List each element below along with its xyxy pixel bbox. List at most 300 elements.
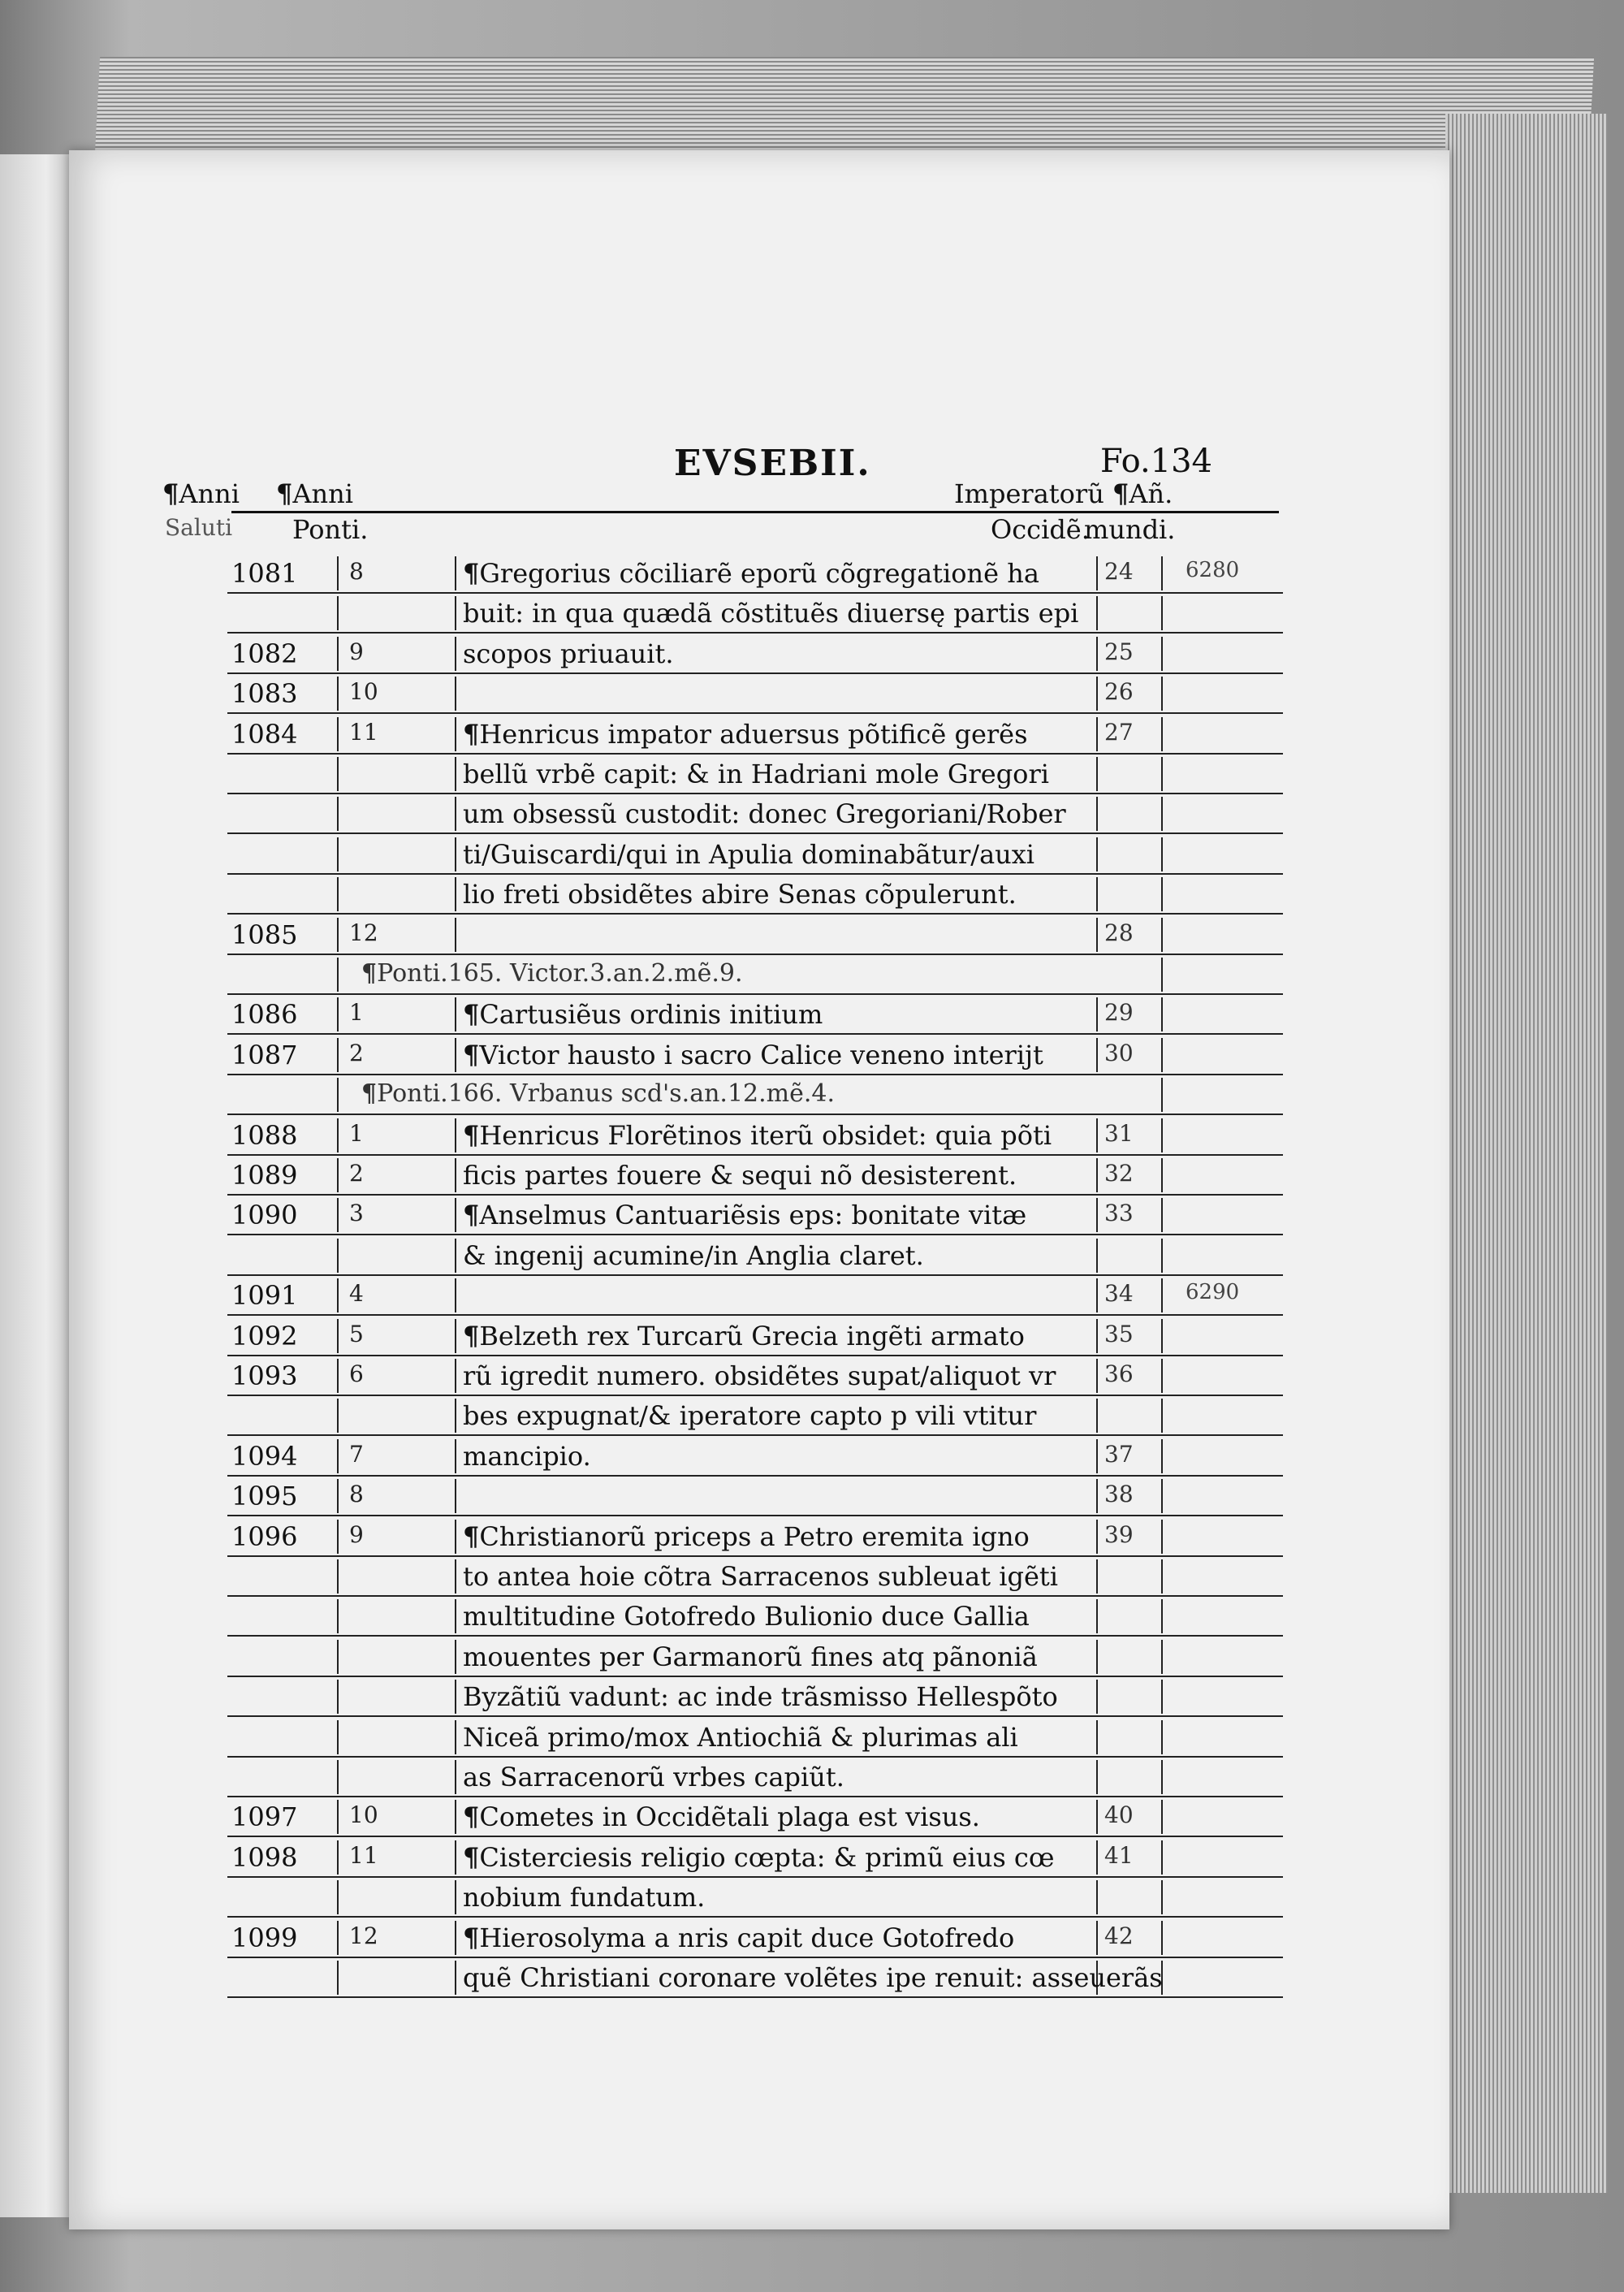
col-head-anni-ponti bbox=[276, 478, 353, 509]
column-rule bbox=[455, 1599, 456, 1633]
pilcrow-icon: ¶ bbox=[463, 1320, 480, 1351]
table-row bbox=[227, 1158, 1283, 1192]
pilcrow-icon: ¶ bbox=[463, 1841, 480, 1873]
year-anni-salutis: 1094 bbox=[231, 1440, 298, 1472]
entry-text bbox=[463, 1441, 591, 1472]
column-rule bbox=[337, 1760, 339, 1794]
column-rule bbox=[1096, 1760, 1098, 1794]
column-rule bbox=[1096, 1239, 1098, 1273]
year-mundi: 6290 bbox=[1186, 1280, 1240, 1305]
column-rule bbox=[455, 1359, 456, 1393]
column-rule bbox=[455, 1520, 456, 1554]
table-row bbox=[227, 677, 1283, 711]
entry-text-content: Belzeth rex Turcarũ Grecia ingẽti armato bbox=[479, 1320, 1025, 1351]
entry-text-content: lio freti obsidẽtes abire Senas cõpulerunt. bbox=[463, 879, 1017, 910]
table-row bbox=[227, 877, 1283, 911]
column-rule bbox=[337, 637, 339, 671]
column-rule bbox=[1161, 1680, 1163, 1714]
entry-text bbox=[463, 1360, 1056, 1391]
row-rule bbox=[227, 1957, 1283, 1958]
column-rule bbox=[337, 1158, 339, 1192]
col-head-saluti: Saluti bbox=[165, 514, 233, 541]
column-rule bbox=[1096, 997, 1098, 1031]
book-top-edge bbox=[95, 57, 1594, 154]
row-rule bbox=[227, 1475, 1283, 1477]
entry-text-content: Henricus impator aduersus põtificẽ gerẽs bbox=[479, 718, 1028, 750]
column-rule bbox=[337, 1599, 339, 1633]
column-rule bbox=[455, 1760, 456, 1794]
pilcrow-icon: ¶ bbox=[162, 478, 179, 509]
column-rule bbox=[455, 1278, 456, 1312]
year-imperatorum: 31 bbox=[1104, 1119, 1134, 1147]
year-pontificate: 1 bbox=[349, 999, 364, 1027]
column-rule bbox=[1161, 1118, 1163, 1152]
year-anni-salutis: 1091 bbox=[231, 1280, 298, 1312]
year-imperatorum: 39 bbox=[1104, 1520, 1134, 1548]
entry-text bbox=[463, 1040, 1043, 1070]
entry-text-content: Christianorũ priceps a Petro eremita igno bbox=[479, 1520, 1030, 1552]
table-row bbox=[227, 997, 1283, 1031]
entry-text-content: quẽ Christiani coronare volẽtes ipe renuit: asseuerãs bbox=[463, 1962, 1163, 1993]
row-rule bbox=[227, 873, 1283, 875]
column-rule bbox=[1096, 1599, 1098, 1633]
table-row bbox=[227, 1198, 1283, 1232]
pilcrow-icon: ¶ bbox=[463, 558, 480, 589]
year-pontificate: 12 bbox=[349, 1922, 378, 1949]
column-rule bbox=[1096, 1158, 1098, 1192]
table-row bbox=[227, 797, 1283, 831]
column-rule bbox=[455, 1118, 456, 1152]
column-rule bbox=[337, 1198, 339, 1232]
entry-text-content: Cartusiẽus ordinis initium bbox=[479, 999, 823, 1031]
column-rule bbox=[337, 677, 339, 711]
year-anni-salutis: 1090 bbox=[231, 1200, 298, 1231]
row-rule bbox=[227, 1434, 1283, 1436]
row-rule bbox=[227, 1756, 1283, 1758]
row-rule bbox=[227, 1355, 1283, 1356]
year-imperatorum: 25 bbox=[1104, 638, 1134, 665]
column-rule bbox=[1161, 596, 1163, 630]
column-rule bbox=[1096, 1319, 1098, 1353]
column-rule bbox=[1096, 757, 1098, 791]
col-head-imperatorum: Imperatorũ bbox=[954, 478, 1104, 509]
entry-text bbox=[463, 1722, 1018, 1753]
column-rule bbox=[1161, 1559, 1163, 1594]
table-row bbox=[227, 637, 1283, 671]
table-row bbox=[227, 837, 1283, 871]
column-rule bbox=[1161, 1239, 1163, 1273]
table-row bbox=[227, 958, 1283, 992]
column-rule bbox=[455, 596, 456, 630]
row-rule bbox=[227, 753, 1283, 755]
entry-text bbox=[463, 558, 1039, 589]
year-pontificate: 7 bbox=[349, 1440, 364, 1468]
column-rule bbox=[1161, 1640, 1163, 1674]
entry-text-content: buit: in qua quædã cõstituẽs diuersę partis epi bbox=[463, 598, 1079, 629]
row-rule bbox=[227, 1836, 1283, 1837]
year-anni-salutis: 1095 bbox=[231, 1481, 298, 1512]
column-rule bbox=[1096, 1479, 1098, 1513]
column-rule bbox=[337, 1359, 339, 1393]
column-rule bbox=[1161, 1921, 1163, 1955]
pontificate-heading bbox=[361, 1079, 835, 1108]
entry-text bbox=[463, 1962, 1163, 1993]
column-rule bbox=[337, 1921, 339, 1955]
year-anni-salutis: 1093 bbox=[231, 1360, 298, 1391]
column-rule bbox=[1096, 837, 1098, 871]
column-rule bbox=[337, 1640, 339, 1674]
year-imperatorum: 42 bbox=[1104, 1922, 1134, 1949]
table-row bbox=[227, 1439, 1283, 1473]
year-anni-salutis: 1084 bbox=[231, 718, 298, 750]
entry-text bbox=[463, 1842, 1054, 1873]
column-rule bbox=[337, 1961, 339, 1995]
column-rule bbox=[1161, 1800, 1163, 1834]
entry-text bbox=[463, 598, 1078, 629]
row-rule bbox=[227, 1715, 1283, 1717]
entry-text-content: Henricus Florẽtinos iterũ obsidet: quia põti bbox=[479, 1119, 1052, 1151]
row-rule bbox=[227, 1515, 1283, 1516]
column-rule bbox=[337, 757, 339, 791]
col-head-annus bbox=[1112, 478, 1173, 509]
entry-text bbox=[463, 1641, 1038, 1672]
year-anni-salutis: 1083 bbox=[231, 678, 298, 710]
pilcrow-icon: ¶ bbox=[361, 1079, 378, 1109]
table-row bbox=[227, 596, 1283, 630]
pilcrow-icon: ¶ bbox=[463, 1039, 480, 1070]
table-row bbox=[227, 556, 1283, 590]
entry-text-content: ti/Guiscardi/qui in Apulia dominabãtur/auxi bbox=[463, 838, 1035, 870]
row-rule bbox=[227, 1635, 1283, 1637]
row-rule bbox=[227, 1314, 1283, 1316]
column-rule bbox=[1161, 797, 1163, 831]
column-rule bbox=[1096, 1278, 1098, 1312]
pilcrow-icon: ¶ bbox=[361, 959, 378, 988]
year-imperatorum: 30 bbox=[1104, 1039, 1134, 1066]
year-imperatorum: 33 bbox=[1104, 1200, 1134, 1227]
column-rule bbox=[337, 1720, 339, 1754]
year-pontificate: 12 bbox=[349, 919, 378, 946]
table-row bbox=[227, 1760, 1283, 1794]
column-rule bbox=[455, 757, 456, 791]
left-page-edge bbox=[0, 154, 77, 2217]
year-anni-salutis: 1089 bbox=[231, 1160, 298, 1191]
column-rule bbox=[337, 1078, 339, 1112]
year-imperatorum: 41 bbox=[1104, 1841, 1134, 1869]
table-row bbox=[227, 1118, 1283, 1152]
column-rule bbox=[1161, 1078, 1163, 1112]
table-row bbox=[227, 1399, 1283, 1433]
column-rule bbox=[455, 1559, 456, 1594]
year-imperatorum: 38 bbox=[1104, 1481, 1134, 1508]
row-rule bbox=[227, 672, 1283, 674]
table-row bbox=[227, 1680, 1283, 1714]
table-row bbox=[227, 1880, 1283, 1914]
column-rule bbox=[455, 837, 456, 871]
column-rule bbox=[1096, 596, 1098, 630]
entry-text bbox=[463, 1922, 1014, 1953]
column-rule bbox=[1096, 1720, 1098, 1754]
column-rule bbox=[1161, 1599, 1163, 1633]
row-rule bbox=[227, 1796, 1283, 1797]
row-rule bbox=[227, 832, 1283, 834]
pilcrow-icon: ¶ bbox=[1112, 478, 1129, 509]
column-rule bbox=[337, 1319, 339, 1353]
column-rule bbox=[1096, 1198, 1098, 1232]
year-anni-salutis: 1097 bbox=[231, 1801, 298, 1833]
table-row bbox=[227, 1278, 1283, 1312]
column-rule bbox=[337, 1038, 339, 1072]
column-rule bbox=[1161, 1720, 1163, 1754]
year-anni-salutis: 1088 bbox=[231, 1119, 298, 1151]
row-rule bbox=[227, 632, 1283, 634]
year-pontificate: 11 bbox=[349, 1841, 378, 1869]
column-rule bbox=[337, 1680, 339, 1714]
row-rule bbox=[227, 1114, 1283, 1115]
table-row bbox=[227, 1319, 1283, 1353]
year-pontificate: 2 bbox=[349, 1039, 364, 1066]
entry-text-content: as Sarracenorũ vrbes capiũt. bbox=[463, 1762, 844, 1793]
book-fore-edge bbox=[1445, 114, 1608, 2193]
column-rule bbox=[455, 997, 456, 1031]
pilcrow-icon: ¶ bbox=[463, 1801, 480, 1833]
entry-text-content: um obsessũ custodit: donec Gregoriani/Rober bbox=[463, 798, 1066, 830]
column-rule bbox=[1161, 918, 1163, 952]
entry-text bbox=[463, 1561, 1058, 1592]
column-rule bbox=[455, 1319, 456, 1353]
row-rule bbox=[227, 1194, 1283, 1196]
entry-text bbox=[463, 1601, 1030, 1632]
year-pontificate: 2 bbox=[349, 1160, 364, 1187]
pontificate-heading bbox=[361, 959, 743, 988]
row-rule bbox=[227, 1876, 1283, 1878]
column-rule bbox=[1161, 1278, 1163, 1312]
entry-text bbox=[463, 999, 823, 1030]
column-rule bbox=[1096, 717, 1098, 751]
pilcrow-icon: ¶ bbox=[463, 1922, 480, 1953]
row-rule bbox=[227, 913, 1283, 915]
pilcrow-icon: ¶ bbox=[463, 1200, 480, 1231]
col-head-ponti: Ponti. bbox=[292, 514, 369, 545]
column-rule bbox=[455, 1399, 456, 1433]
column-rule bbox=[455, 677, 456, 711]
table-row bbox=[227, 1078, 1283, 1112]
year-imperatorum: 40 bbox=[1104, 1801, 1134, 1829]
column-rule bbox=[455, 637, 456, 671]
year-anni-salutis: 1081 bbox=[231, 558, 298, 589]
folio-number: Fo.134 bbox=[1100, 443, 1213, 480]
column-rule bbox=[1161, 958, 1163, 992]
column-rule bbox=[1161, 1158, 1163, 1192]
col-head-mundi: mundi. bbox=[1084, 514, 1176, 545]
entry-text-content: Anselmus Cantuariẽsis eps: bonitate vitæ bbox=[479, 1200, 1027, 1231]
col-head-anni-text: Anni bbox=[179, 478, 240, 509]
year-imperatorum: 35 bbox=[1104, 1320, 1134, 1347]
year-imperatorum: 26 bbox=[1104, 678, 1134, 706]
entry-text bbox=[463, 719, 1028, 750]
column-rule bbox=[337, 556, 339, 590]
year-pontificate: 10 bbox=[349, 678, 378, 706]
column-rule bbox=[1096, 918, 1098, 952]
column-rule bbox=[1161, 1760, 1163, 1794]
entry-text-content: & ingenij acumine/in Anglia claret. bbox=[463, 1239, 924, 1271]
entry-text-content: Niceã primo/mox Antiochiã & plurimas ali bbox=[463, 1721, 1018, 1753]
table-row bbox=[227, 1038, 1283, 1072]
column-rule bbox=[455, 918, 456, 952]
table-row bbox=[227, 1479, 1283, 1513]
col-head-occidentis: Occidẽ. bbox=[991, 514, 1090, 545]
row-rule bbox=[227, 1555, 1283, 1557]
column-rule bbox=[1161, 717, 1163, 751]
year-pontificate: 5 bbox=[349, 1320, 364, 1347]
column-rule bbox=[1096, 877, 1098, 911]
entry-text bbox=[463, 1882, 705, 1913]
table-row bbox=[227, 1359, 1283, 1393]
column-rule bbox=[455, 1880, 456, 1914]
column-rule bbox=[1096, 1840, 1098, 1875]
table-row bbox=[227, 757, 1283, 791]
year-anni-salutis: 1082 bbox=[231, 638, 298, 669]
row-rule bbox=[227, 1234, 1283, 1235]
column-rule bbox=[455, 1921, 456, 1955]
year-imperatorum: 36 bbox=[1104, 1360, 1134, 1387]
col-head-anni-ponti-text: Anni bbox=[292, 478, 353, 509]
year-pontificate: 4 bbox=[349, 1280, 364, 1308]
column-rule bbox=[1096, 797, 1098, 831]
entry-text bbox=[463, 759, 1049, 789]
col-head-anni bbox=[162, 478, 240, 509]
row-rule bbox=[227, 954, 1283, 955]
column-rule bbox=[1096, 1439, 1098, 1473]
year-anni-salutis: 1099 bbox=[231, 1922, 298, 1953]
column-rule bbox=[1161, 1399, 1163, 1433]
year-pontificate: 1 bbox=[349, 1119, 364, 1147]
entry-text-content: mancipio. bbox=[463, 1440, 591, 1472]
row-rule bbox=[227, 1595, 1283, 1597]
column-rule bbox=[455, 1640, 456, 1674]
column-rule bbox=[1161, 637, 1163, 671]
year-pontificate: 10 bbox=[349, 1801, 378, 1829]
column-rule bbox=[455, 797, 456, 831]
column-rule bbox=[1096, 1038, 1098, 1072]
entry-text bbox=[463, 1240, 924, 1271]
column-rule bbox=[1161, 877, 1163, 911]
year-imperatorum: 28 bbox=[1104, 919, 1134, 946]
col-head-annus-text: Añ. bbox=[1129, 478, 1173, 509]
year-pontificate: 11 bbox=[349, 718, 378, 746]
column-rule bbox=[1161, 677, 1163, 711]
column-rule bbox=[455, 556, 456, 590]
column-rule bbox=[1161, 556, 1163, 590]
column-rule bbox=[337, 877, 339, 911]
column-rule bbox=[337, 1880, 339, 1914]
entry-text-content: Cisterciesis religio cœpta: & primũ eius cœ bbox=[479, 1841, 1055, 1873]
column-rule bbox=[337, 797, 339, 831]
year-imperatorum: 27 bbox=[1104, 718, 1134, 746]
row-rule bbox=[227, 993, 1283, 995]
table-row bbox=[227, 1599, 1283, 1633]
column-rule bbox=[1161, 1198, 1163, 1232]
column-rule bbox=[337, 1239, 339, 1273]
entry-text bbox=[463, 879, 1017, 910]
entry-text-content: Hierosolyma a nris capit duce Gotofredo bbox=[479, 1922, 1015, 1953]
table-row bbox=[227, 1640, 1283, 1674]
year-imperatorum: 34 bbox=[1104, 1280, 1134, 1308]
entry-text-content: multitudine Gotofredo Bulionio duce Gallia bbox=[463, 1601, 1030, 1633]
row-rule bbox=[227, 1074, 1283, 1075]
column-rule bbox=[337, 997, 339, 1031]
pilcrow-icon: ¶ bbox=[463, 1520, 480, 1552]
entry-text bbox=[463, 1762, 844, 1793]
column-rule bbox=[337, 1840, 339, 1875]
year-anni-salutis: 1096 bbox=[231, 1520, 298, 1552]
column-rule bbox=[337, 1479, 339, 1513]
column-rule bbox=[455, 1439, 456, 1473]
year-imperatorum: 37 bbox=[1104, 1440, 1134, 1468]
column-rule bbox=[455, 1680, 456, 1714]
column-rule bbox=[455, 1038, 456, 1072]
column-rule bbox=[455, 1840, 456, 1875]
pilcrow-icon: ¶ bbox=[276, 478, 293, 509]
pilcrow-icon: ¶ bbox=[463, 999, 480, 1031]
entry-text-content: bellũ vrbẽ capit: & in Hadriani mole Gregori bbox=[463, 759, 1049, 789]
column-rule bbox=[1161, 1038, 1163, 1072]
running-title: EVSEBII. bbox=[674, 443, 871, 484]
column-rule bbox=[1096, 1399, 1098, 1433]
entry-text-content: ficis partes fouere & sequi nõ desisterent. bbox=[463, 1160, 1017, 1191]
year-anni-salutis: 1098 bbox=[231, 1841, 298, 1873]
row-rule bbox=[227, 1154, 1283, 1156]
column-rule bbox=[455, 1800, 456, 1834]
row-rule bbox=[227, 1996, 1283, 1998]
entry-text bbox=[463, 1521, 1030, 1552]
column-rule bbox=[337, 596, 339, 630]
column-rule bbox=[337, 958, 339, 992]
table-row bbox=[227, 1800, 1283, 1834]
column-rule bbox=[337, 1520, 339, 1554]
column-rule bbox=[1096, 637, 1098, 671]
entry-text-content: Ponti.166. Vrbanus scd's.an.12.mẽ.4. bbox=[377, 1079, 836, 1109]
column-rule bbox=[1161, 1520, 1163, 1554]
entry-text bbox=[463, 1120, 1052, 1151]
table-row bbox=[227, 1520, 1283, 1554]
column-rule bbox=[337, 1559, 339, 1594]
entry-text bbox=[463, 839, 1034, 870]
row-rule bbox=[227, 1676, 1283, 1677]
column-rule bbox=[1096, 1359, 1098, 1393]
entry-text bbox=[463, 1801, 980, 1832]
table-row bbox=[227, 1840, 1283, 1875]
column-rule bbox=[455, 1239, 456, 1273]
column-rule bbox=[337, 1399, 339, 1433]
entry-text-content: Cometes in Occidẽtali plaga est visus. bbox=[479, 1801, 980, 1833]
column-rule bbox=[1096, 1520, 1098, 1554]
table-row bbox=[227, 1921, 1283, 1955]
column-rule bbox=[455, 877, 456, 911]
table-row bbox=[227, 1961, 1283, 1995]
column-rule bbox=[337, 1800, 339, 1834]
row-rule bbox=[227, 1033, 1283, 1035]
column-rule bbox=[1096, 1118, 1098, 1152]
year-mundi: 6280 bbox=[1186, 558, 1240, 582]
column-rule bbox=[1096, 1640, 1098, 1674]
entry-text bbox=[463, 1160, 1017, 1191]
column-rule bbox=[1161, 1880, 1163, 1914]
year-pontificate: 8 bbox=[349, 558, 364, 585]
entry-text bbox=[463, 1400, 1036, 1431]
year-anni-salutis: 1086 bbox=[231, 999, 298, 1031]
column-rule bbox=[337, 1118, 339, 1152]
